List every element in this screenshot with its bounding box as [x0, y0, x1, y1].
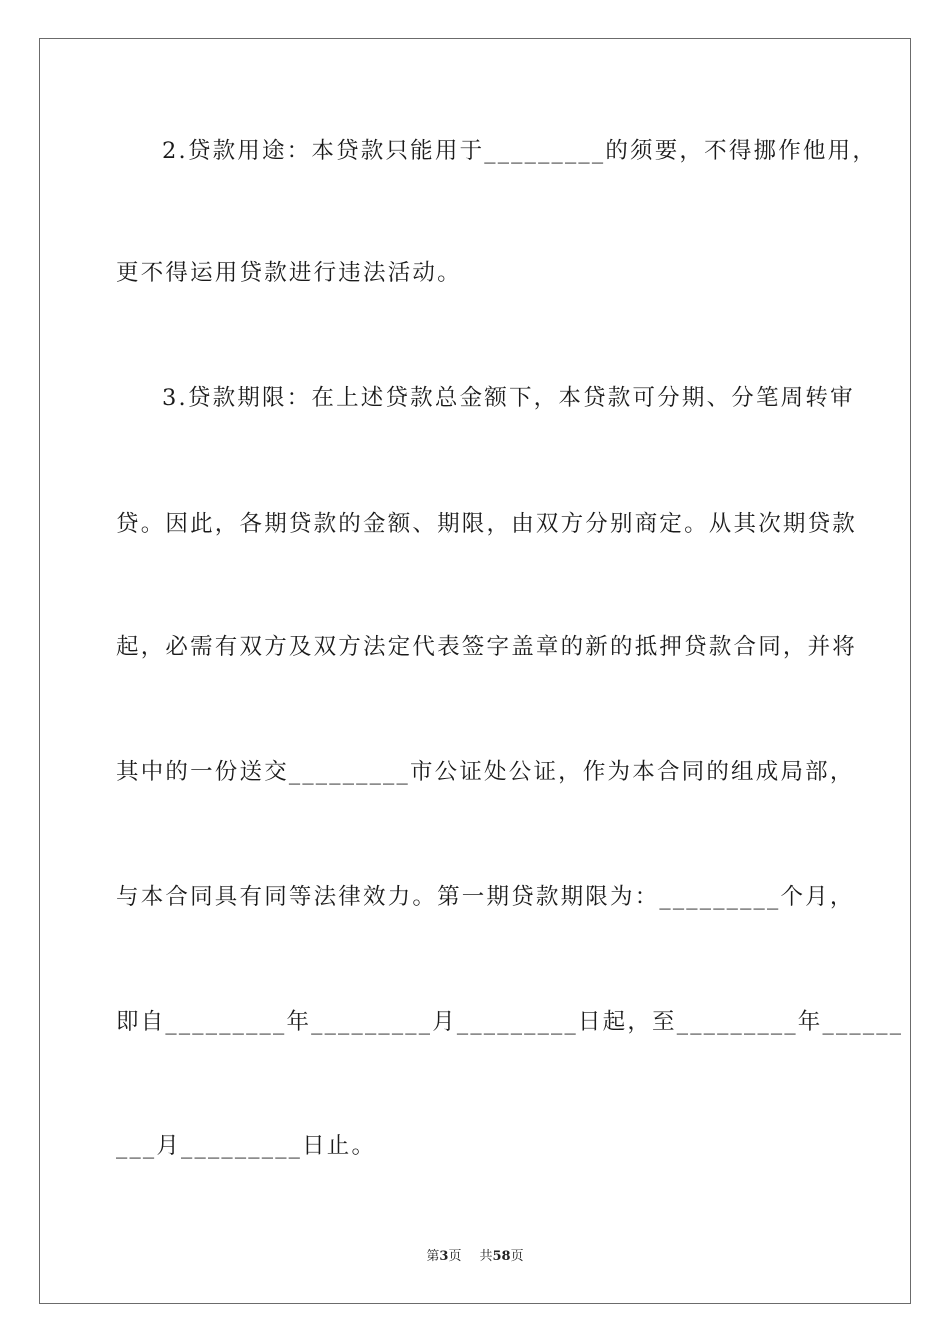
paragraph-line: 其中的一份送交_________市公证处公证，作为本合同的组成局部，	[116, 759, 855, 785]
total-suffix: 页	[510, 1249, 524, 1264]
total-page-count: 58	[492, 1249, 511, 1264]
paragraph-line-loan-purpose: 2.贷款用途：本贷款只能用于_________的须要，不得挪作他用，	[162, 138, 878, 164]
page-footer	[0, 1248, 950, 1266]
paragraph-line: 与本合同具有同等法律效力。第一期贷款期限为：_________个月，	[116, 884, 855, 910]
paragraph-line-loan-term: 3.贷款期限：在上述贷款总金额下，本贷款可分期、分笔周转审	[162, 385, 855, 411]
page-prefix: 第	[426, 1249, 440, 1264]
page-border	[39, 38, 911, 1304]
paragraph-line: 即自_________年_________月_________日起，至_________年______	[116, 1009, 904, 1035]
total-prefix: 共	[479, 1249, 493, 1264]
paragraph-line: 贷。因此，各期贷款的金额、期限，由双方分别商定。从其次期贷款	[116, 511, 858, 537]
current-page-number: 3	[439, 1249, 449, 1264]
paragraph-line: ___月_________日止。	[116, 1133, 377, 1159]
paragraph-line: 更不得运用贷款进行违法活动。	[116, 260, 462, 286]
paragraph-line: 起，必需有双方及双方法定代表签字盖章的新的抵押贷款合同，并将	[116, 634, 858, 660]
page-suffix: 页	[448, 1249, 462, 1264]
